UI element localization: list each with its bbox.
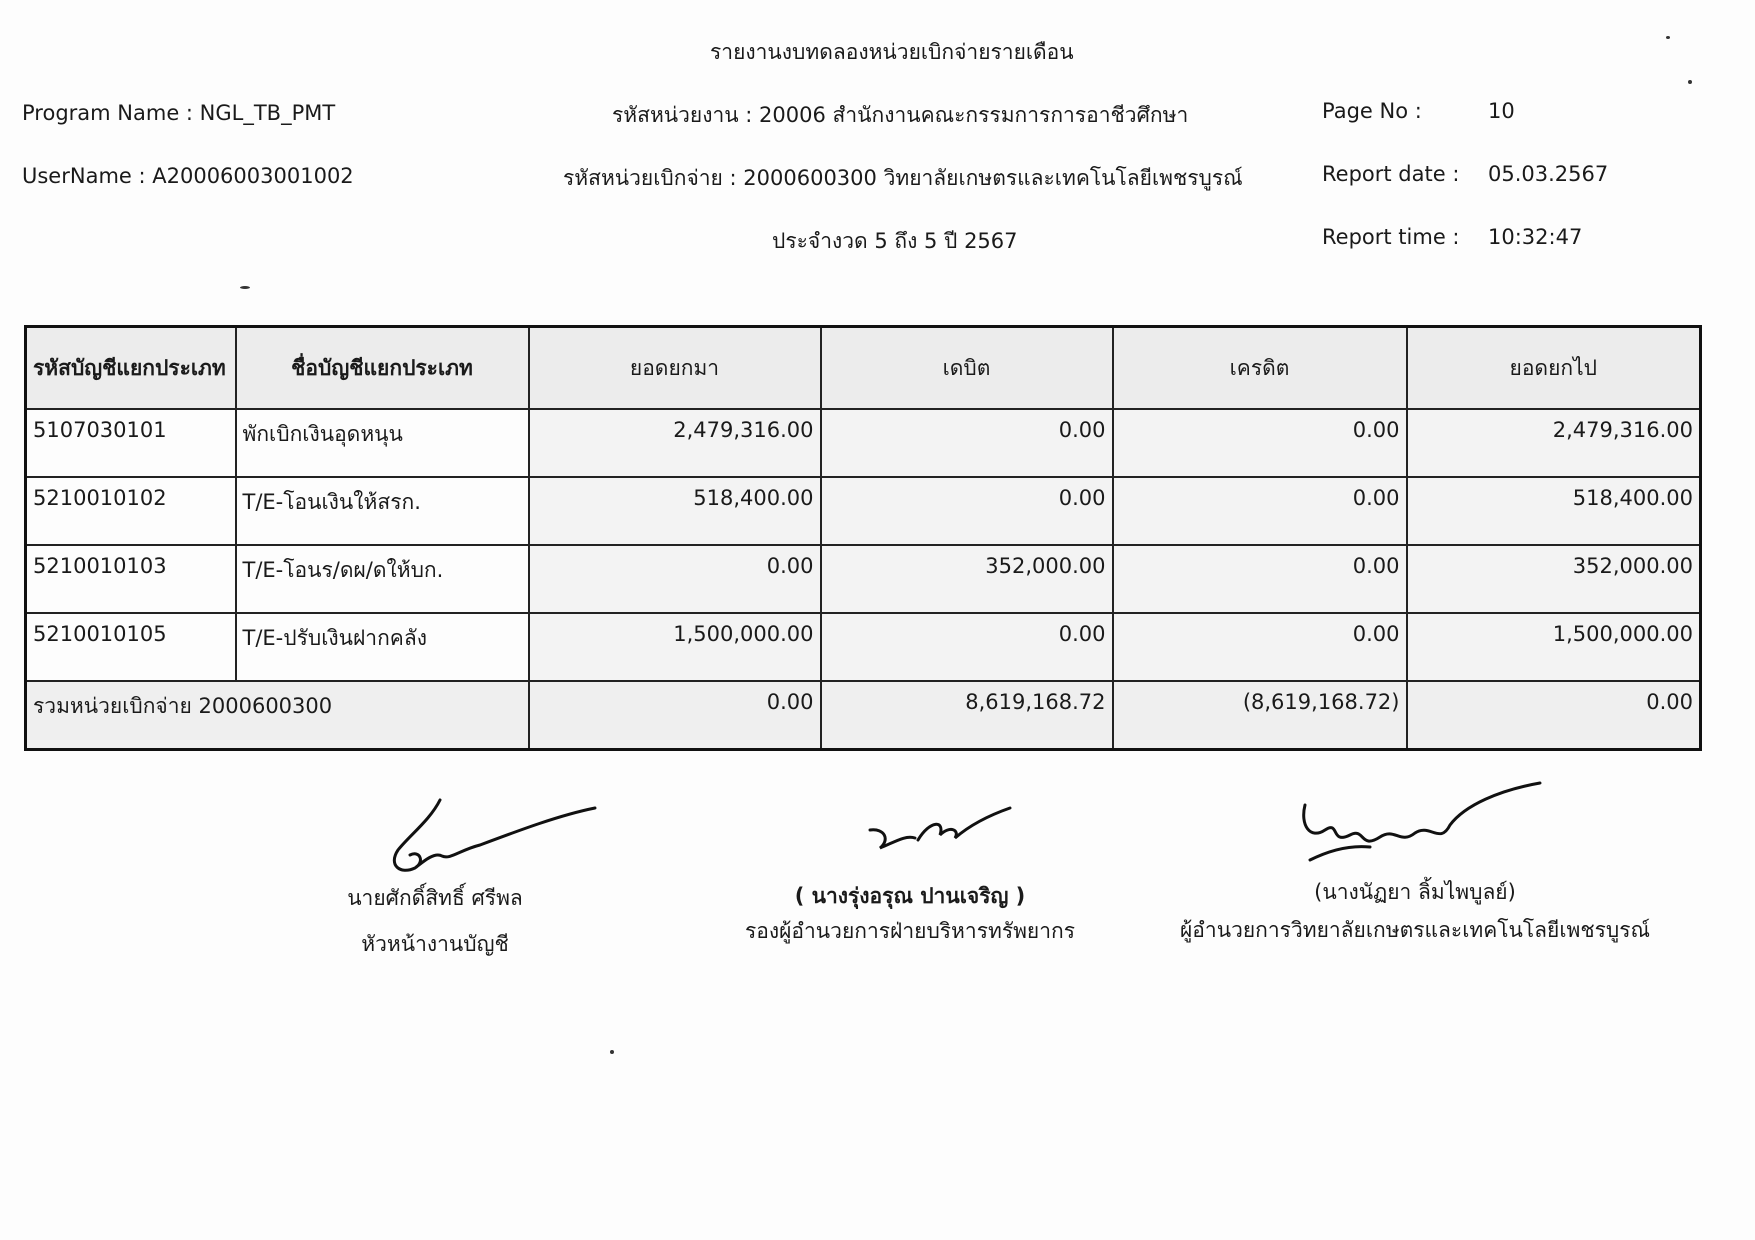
debit-cell: 0.00: [821, 477, 1113, 545]
total-credit-cell: (8,619,168.72): [1113, 681, 1407, 750]
account-code-cell: 5210010105: [26, 613, 236, 681]
report-title: รายงานงบทดลองหน่วยเบิกจ่ายรายเดือน: [710, 40, 1074, 64]
total-label-cell: รวมหน่วยเบิกจ่าย 2000600300: [26, 681, 529, 750]
debit-cell: 352,000.00: [821, 545, 1113, 613]
report-date-label: Report date :: [1322, 162, 1460, 186]
opening-balance-cell: 518,400.00: [529, 477, 821, 545]
signature-2-name: ( นางรุ่งอรุณ ปานเจริญ ): [794, 884, 1026, 908]
signature-3-position: ผู้อำนวยการวิทยาลัยเกษตรและเทคโนโลยีเพชรบูรณ์: [1180, 918, 1650, 942]
account-name-cell: พักเบิกเงินอุดหนุน: [236, 409, 529, 477]
debit-cell: 0.00: [821, 409, 1113, 477]
account-name-cell: T/E-โอนเงินให้สรก.: [236, 477, 529, 545]
account-code-cell: 5107030101: [26, 409, 236, 477]
signature-1-position: หัวหน้างานบัญชี: [361, 932, 509, 956]
period-line: ประจำงวด 5 ถึง 5 ปี 2567: [772, 229, 1018, 253]
col-header-account-name: ชื่อบัญชีแยกประเภท: [236, 327, 529, 410]
scan-speck: [1688, 80, 1692, 84]
table-header-row: [26, 327, 1701, 410]
account-code-cell: 5210010103: [26, 545, 236, 613]
closing-balance-cell: 2,479,316.00: [1407, 409, 1701, 477]
account-code-cell: 5210010102: [26, 477, 236, 545]
trial-balance-table: [24, 325, 1702, 751]
col-header-credit: เครดิต: [1113, 327, 1407, 410]
program-name: Program Name : NGL_TB_PMT: [22, 101, 336, 125]
account-name-cell: T/E-โอนร/ดผ/ดให้บก.: [236, 545, 529, 613]
signature-1-name: นายศักดิ์สิทธิ์ ศรีพล: [347, 886, 523, 910]
credit-cell: 0.00: [1113, 477, 1407, 545]
disbursing-unit-line: รหัสหน่วยเบิกจ่าย : 2000600300 วิทยาลัยเกษตรและเทคโนโลยีเพชรบูรณ์: [563, 166, 1243, 190]
table-row: [26, 545, 1701, 613]
signature-2-position: รองผู้อำนวยการฝ่ายบริหารทรัพยากร: [744, 919, 1076, 943]
debit-cell: 0.00: [821, 613, 1113, 681]
table-row: [26, 613, 1701, 681]
closing-balance-cell: 518,400.00: [1407, 477, 1701, 545]
report-time-label: Report time :: [1322, 225, 1460, 249]
opening-balance-cell: 0.00: [529, 545, 821, 613]
credit-cell: 0.00: [1113, 545, 1407, 613]
report-date-value: 05.03.2567: [1488, 162, 1609, 186]
agency-line: รหัสหน่วยงาน : 20006 สำนักงานคณะกรรมการการอาชีวศึกษา: [612, 103, 1189, 127]
closing-balance-cell: 352,000.00: [1407, 545, 1701, 613]
signature-3-name: (นางนัฏยา ลิ้มไพบูลย์): [1314, 880, 1516, 904]
credit-cell: 0.00: [1113, 613, 1407, 681]
signature-2-handwriting: [860, 800, 1020, 860]
opening-balance-cell: 1,500,000.00: [529, 613, 821, 681]
signature-1-handwriting: [380, 790, 610, 880]
col-header-opening-balance: ยอดยกมา: [529, 327, 821, 410]
user-name: UserName : A20006003001002: [22, 164, 354, 188]
scan-speck: [240, 286, 250, 289]
report-time-value: 10:32:47: [1488, 225, 1583, 249]
table-row: [26, 477, 1701, 545]
page-no-label: Page No :: [1322, 99, 1422, 123]
closing-balance-cell: 1,500,000.00: [1407, 613, 1701, 681]
scan-speck: [1666, 36, 1670, 39]
total-closing-balance-cell: 0.00: [1407, 681, 1701, 750]
scan-speck: [610, 1050, 614, 1054]
total-debit-cell: 8,619,168.72: [821, 681, 1113, 750]
col-header-closing-balance: ยอดยกไป: [1407, 327, 1701, 410]
signature-3-handwriting: [1290, 775, 1550, 875]
credit-cell: 0.00: [1113, 409, 1407, 477]
total-opening-balance-cell: 0.00: [529, 681, 821, 750]
account-name-cell: T/E-ปรับเงินฝากคลัง: [236, 613, 529, 681]
page-no-value: 10: [1488, 99, 1515, 123]
table-total-row: [26, 681, 1701, 750]
col-header-debit: เดบิต: [821, 327, 1113, 410]
col-header-account-code: รหัสบัญชีแยกประเภท: [26, 327, 236, 410]
opening-balance-cell: 2,479,316.00: [529, 409, 821, 477]
table-row: [26, 409, 1701, 477]
